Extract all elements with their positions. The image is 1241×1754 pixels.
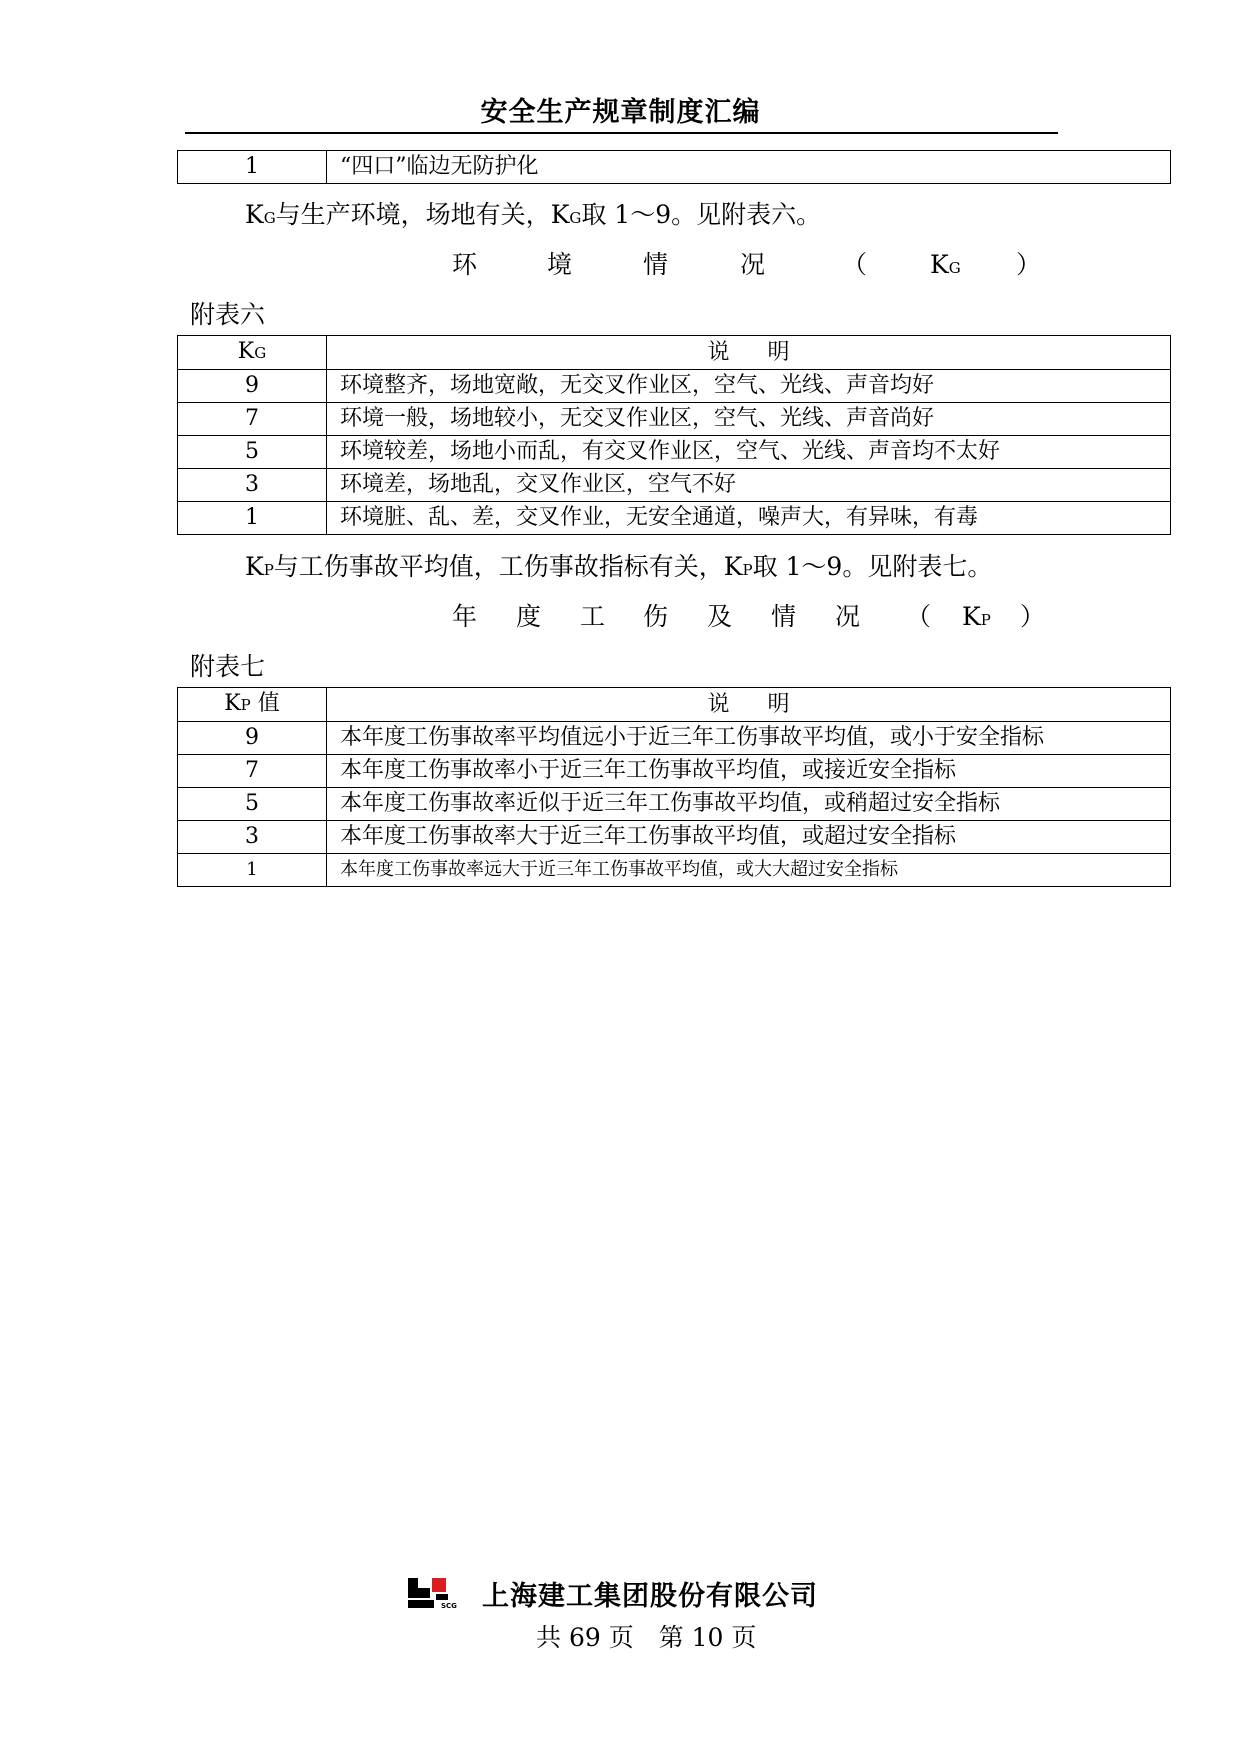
table6	[177, 335, 1171, 535]
table-row	[178, 788, 1171, 821]
table-cell-description: 本年度工伤事故率近似于近三年工伤事故平均值，或稍超过安全指标	[327, 788, 1171, 821]
kg-paragraph: KG与生产环境，场地有关，KG取 1～9。见附表六。	[245, 200, 822, 229]
table-cell-description: 本年度工伤事故率小于近三年工伤事故平均值，或接近安全指标	[327, 755, 1171, 788]
company-logo-icon	[408, 1572, 458, 1610]
table-row	[178, 755, 1171, 788]
table-cell-value: 1	[178, 151, 327, 184]
table-cell-value: 5	[178, 436, 327, 469]
column-header-k: KP 值	[178, 688, 327, 722]
column-header-description: 说明	[327, 336, 1171, 370]
table-row	[178, 436, 1171, 469]
table-cell-description: 环境整齐，场地宽敞，无交叉作业区，空气、光线、声音均好	[327, 370, 1171, 403]
column-header-description: 说明	[327, 688, 1171, 722]
table-row	[178, 370, 1171, 403]
table7-caption: 附表七	[190, 652, 266, 681]
table-row	[178, 854, 1171, 887]
continued-table	[177, 150, 1171, 184]
kg-section-heading: 环 境 情 况 （ KG ）	[452, 250, 1042, 279]
table-cell-description: 本年度工伤事故率平均值远小于近三年工伤事故平均值，或小于安全指标	[327, 722, 1171, 755]
table-cell-value: 7	[178, 403, 327, 436]
table-row	[178, 469, 1171, 502]
table-row	[178, 502, 1171, 535]
table-cell-description: 环境较差，场地小而乱，有交叉作业区，空气、光线、声音均不太好	[327, 436, 1171, 469]
page-number: 共 69 页 第 10 页	[536, 1623, 757, 1652]
table-cell-description: 环境脏、乱、差，交叉作业，无安全通道，噪声大，有异味，有毒	[327, 502, 1171, 535]
table-cell-description: “四口”临边无防护化	[327, 151, 1171, 184]
table-cell-value: 5	[178, 788, 327, 821]
table-cell-description: 环境差，场地乱，交叉作业区，空气不好	[327, 469, 1171, 502]
table-cell-value: 7	[178, 755, 327, 788]
logo-text: SCG	[441, 1602, 457, 1610]
table-row	[178, 722, 1171, 755]
kp-paragraph: KP与工伤事故平均值，工伤事故指标有关，KP取 1～9。见附表七。	[245, 552, 993, 581]
table-header-row	[178, 336, 1171, 370]
table-cell-value: 9	[178, 370, 327, 403]
column-header-k: KG	[178, 336, 327, 370]
table7	[177, 687, 1171, 887]
header-divider	[185, 132, 1058, 134]
table-cell-value: 3	[178, 821, 327, 854]
table-cell-description: 本年度工伤事故率远大于近三年工伤事故平均值，或大大超过安全指标	[327, 854, 1171, 887]
table-header-row	[178, 688, 1171, 722]
table6-caption: 附表六	[190, 300, 266, 329]
table-row	[178, 403, 1171, 436]
table-cell-description: 本年度工伤事故率大于近三年工伤事故平均值，或超过安全指标	[327, 821, 1171, 854]
company-name: 上海建工集团股份有限公司	[482, 1581, 818, 1612]
table-cell-value: 1	[178, 854, 327, 887]
table-cell-value: 1	[178, 502, 327, 535]
page-title: 安全生产规章制度汇编	[480, 97, 761, 128]
table-cell-description: 环境一般，场地较小，无交叉作业区，空气、光线、声音尚好	[327, 403, 1171, 436]
table-cell-value: 3	[178, 469, 327, 502]
table-row	[178, 151, 1171, 184]
table-row	[178, 821, 1171, 854]
table-cell-value: 9	[178, 722, 327, 755]
kp-section-heading: 年 度 工 伤 及 情 况 （ KP ）	[452, 602, 1046, 631]
